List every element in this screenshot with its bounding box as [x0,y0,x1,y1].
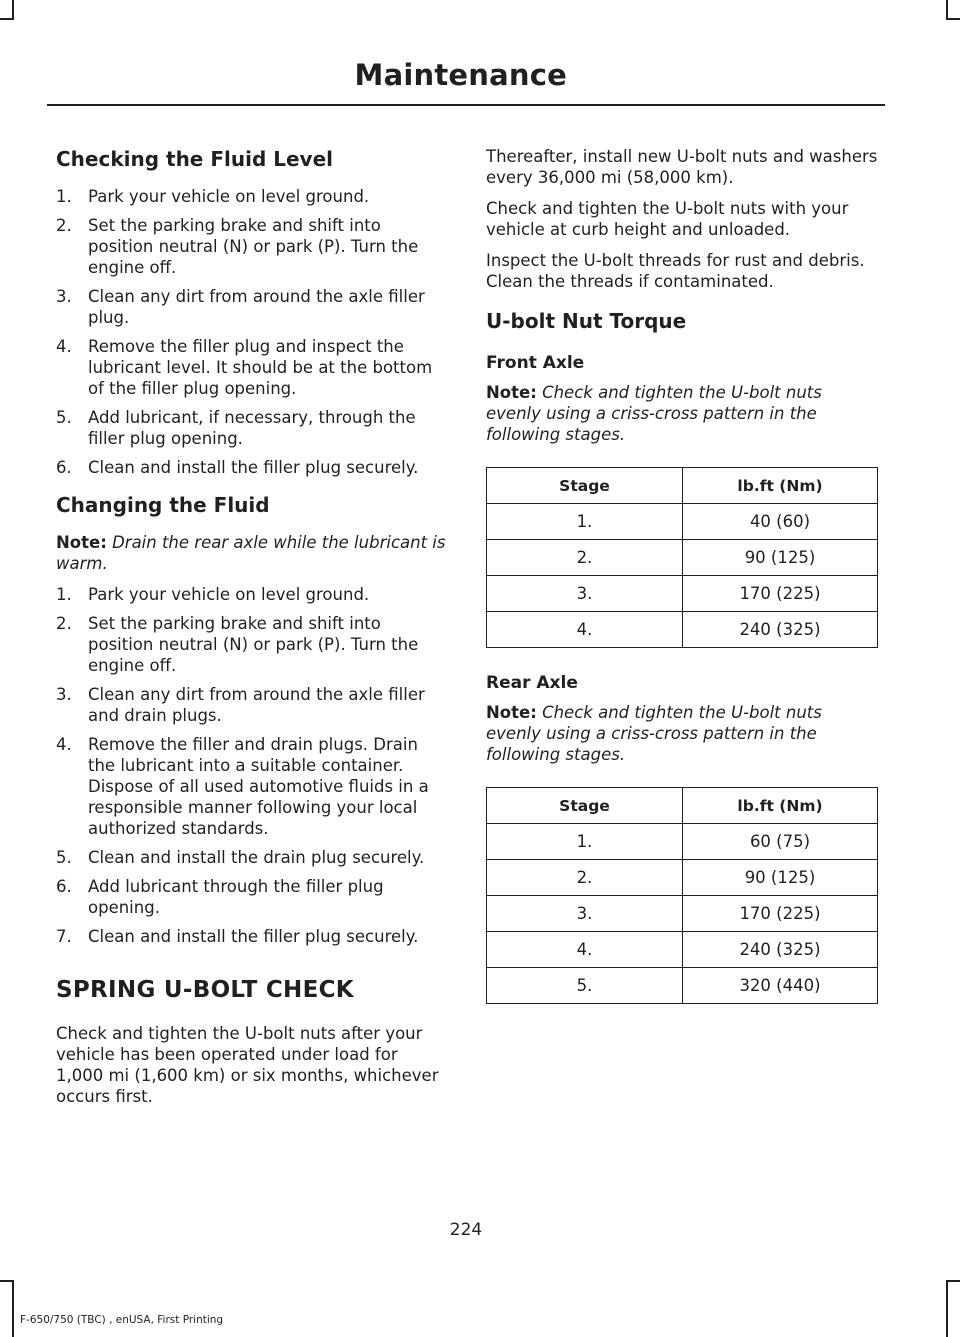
changing-fluid-heading: Changing the Fluid [56,493,270,517]
torque-cell: 320 (440) [683,968,878,1004]
footer-edition-text: F-650/750 (TBC) , enUSA, First Printing [20,1314,224,1326]
front-axle-heading: Front Axle [486,353,585,373]
list-item [56,684,448,726]
ubolt-interval-paragraph: Thereafter, install new U-bolt nuts and washers every 36,000 mi (58,000 km). [486,147,878,187]
page-header-title: Maintenance [354,58,567,92]
list-item [56,847,448,868]
column-header-torque: lb.ft (Nm) [683,788,878,824]
torque-cell: 90 (125) [683,860,878,896]
left-column [56,146,448,1117]
table-header-row [487,468,878,504]
step-number: 1. [56,585,72,604]
list-item [56,457,448,478]
step-text: Remove the filler plug and inspect the lubricant level. It should be at the bottom of the filler plug opening. [88,337,433,398]
crop-mark-top-left [12,0,14,18]
step-text: Clean any dirt from around the axle filler plug. [88,287,425,327]
step-text: Set the parking brake and shift into position neutral (N) or park (P). Turn the engine off. [88,614,419,675]
ubolt-curb-height-paragraph: Check and tighten the U-bolt nuts with your vehicle at curb height and unloaded. [486,199,849,239]
table-header-row [487,788,878,824]
stage-cell: 2. [487,860,683,896]
crop-mark-top-right-h [946,18,960,20]
list-item [56,286,448,328]
crop-mark-top-left-h [0,18,14,20]
torque-cell: 170 (225) [683,576,878,612]
list-item [56,215,448,278]
step-number: 4. [56,735,72,754]
stage-cell: 3. [487,896,683,932]
step-number: 2. [56,614,72,633]
table-row [487,968,878,1004]
crop-mark-bottom-left-h [0,1280,14,1282]
changing-fluid-note [56,532,448,574]
ubolt-nut-torque-heading: U-bolt Nut Torque [486,309,687,333]
rear-axle-note [486,702,878,765]
header-rule [47,104,885,106]
step-text: Clean and install the filler plug securely. [88,458,419,477]
list-item [56,613,448,676]
table-row [487,540,878,576]
step-number: 3. [56,287,72,306]
step-number: 2. [56,216,72,235]
note-label: Note: [56,533,107,552]
note-text: Check and tighten the U-bolt nuts evenly using a criss-cross pattern in the following stages. [486,703,822,764]
step-text: Park your vehicle on level ground. [88,585,370,604]
step-number: 3. [56,685,72,704]
torque-cell: 90 (125) [683,540,878,576]
rear-axle-torque-table [486,787,878,1004]
table-row [487,824,878,860]
note-label: Note: [486,383,537,402]
step-text: Add lubricant, if necessary, through the filler plug opening. [88,408,416,448]
stage-cell: 1. [487,504,683,540]
column-header-torque: lb.ft (Nm) [683,468,878,504]
page-number: 224 [449,1220,483,1240]
step-text: Add lubricant through the filler plug opening. [88,877,384,917]
step-number: 1. [56,187,72,206]
step-number: 5. [56,408,72,427]
changing-fluid-steps [56,584,448,947]
step-number: 7. [56,927,72,946]
step-number: 4. [56,337,72,356]
torque-cell: 240 (325) [683,612,878,648]
ubolt-threads-paragraph: Inspect the U-bolt threads for rust and debris. Clean the threads if contaminated. [486,251,865,291]
table-row [487,860,878,896]
step-text: Clean any dirt from around the axle filler and drain plugs. [88,685,425,725]
crop-mark-bottom-right-h [946,1280,960,1282]
table-row [487,896,878,932]
list-item [56,584,448,605]
step-number: 6. [56,458,72,477]
table-row [487,932,878,968]
list-item [56,734,448,839]
torque-cell: 60 (75) [683,824,878,860]
list-item [56,407,448,449]
stage-cell: 5. [487,968,683,1004]
step-text: Park your vehicle on level ground. [88,187,370,206]
table-row [487,576,878,612]
list-item [56,876,448,918]
stage-cell: 3. [487,576,683,612]
column-header-stage: Stage [487,788,683,824]
table-row [487,612,878,648]
step-text: Clean and install the drain plug securely. [88,848,425,867]
spring-ubolt-check-text: Check and tighten the U-bolt nuts after your vehicle has been operated under load for 1,000 mi (1,600 km) or six months, whichever occurs first. [56,1024,439,1106]
list-item [56,186,448,207]
stage-cell: 2. [487,540,683,576]
note-text: Check and tighten the U-bolt nuts evenly using a criss-cross pattern in the following stages. [486,383,822,444]
step-number: 6. [56,877,72,896]
step-number: 5. [56,848,72,867]
torque-cell: 40 (60) [683,504,878,540]
front-axle-note [486,382,878,445]
torque-cell: 170 (225) [683,896,878,932]
stage-cell: 1. [487,824,683,860]
crop-mark-top-right [946,0,948,18]
stage-cell: 4. [487,612,683,648]
checking-fluid-heading: Checking the Fluid Level [56,147,333,171]
front-axle-torque-table [486,467,878,648]
stage-cell: 4. [487,932,683,968]
crop-mark-bottom-right [946,1280,948,1337]
list-item [56,336,448,399]
torque-cell: 240 (325) [683,932,878,968]
step-text: Set the parking brake and shift into position neutral (N) or park (P). Turn the engine off. [88,216,419,277]
rear-axle-heading: Rear Axle [486,673,578,693]
spring-ubolt-check-heading: SPRING U-BOLT CHECK [56,977,354,1003]
note-label: Note: [486,703,537,722]
crop-mark-bottom-left [12,1280,14,1337]
list-item [56,926,448,947]
column-header-stage: Stage [487,468,683,504]
step-text: Remove the filler and drain plugs. Drain the lubricant into a suitable container. Dispose of all used automotive fluids in a responsible manner following your local authorized standards. [88,735,429,838]
note-text: Drain the rear axle while the lubricant is warm. [56,533,446,573]
checking-fluid-steps [56,186,448,478]
right-column [486,146,878,1028]
step-text: Clean and install the filler plug securely. [88,927,419,946]
table-row [487,504,878,540]
